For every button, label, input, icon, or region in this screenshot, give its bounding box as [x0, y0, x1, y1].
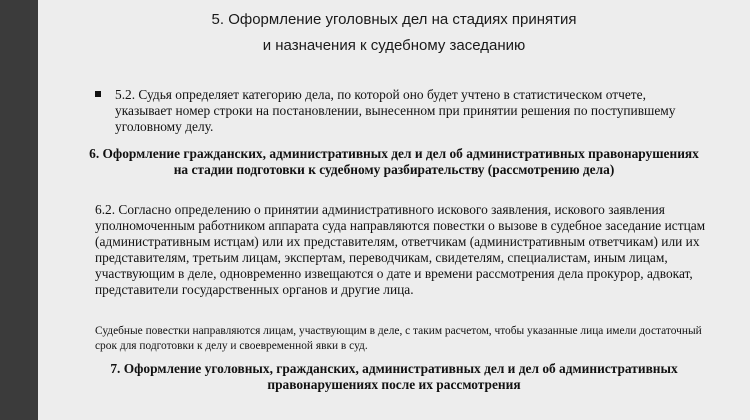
square-bullet-icon	[95, 91, 101, 97]
section-7-heading: 7. Оформление уголовных, гражданских, административных дел и дел об административных правонарушениях после их рассмотрения	[110, 361, 678, 392]
slide-title-line-2: и назначения к судебному заседанию	[262, 37, 526, 54]
bullet-text: 5.2. Судья определяет категорию дела, по которой оно будет учтено в статистическом отчете, указывает номер строки на постановлении, вынесенном при принятии решения по поступившему уголовному делу.	[115, 87, 676, 134]
left-sidebar-bar	[0, 0, 38, 420]
paragraph-6-2: 6.2. Согласно определению о принятии административного искового заявления, искового заявления уполномоченным работником аппарата суда направляются повестки о вызове в судебное заседание истцам (административным истцам) или их представителям, ответчикам (административным ответчикам) или их представителям, третьим лицам, экспертам, переводчикам, свидетелям, специалистам, иным лицам, участвующим в деле, одновременно извещаются о дате и времени рассмотрения дела прокурор, адвокат, представители государственных органов и другие лица.	[95, 202, 706, 297]
section-6-heading: 6. Оформление гражданских, административных дел и дел об административных правонарушениях на стадии подготовки к судебному разбирательству (рассмотрению дела)	[89, 146, 699, 177]
summons-note: Судебные повестки направляются лицам, участвующим в деле, с таким расчетом, чтобы указанные лица имели достаточный срок для подготовки к делу и своевременной явки в суд.	[95, 325, 702, 352]
slide-content	[38, 0, 750, 420]
slide-title-line-1: 5. Оформление уголовных дел на стадиях принятия	[211, 11, 577, 28]
